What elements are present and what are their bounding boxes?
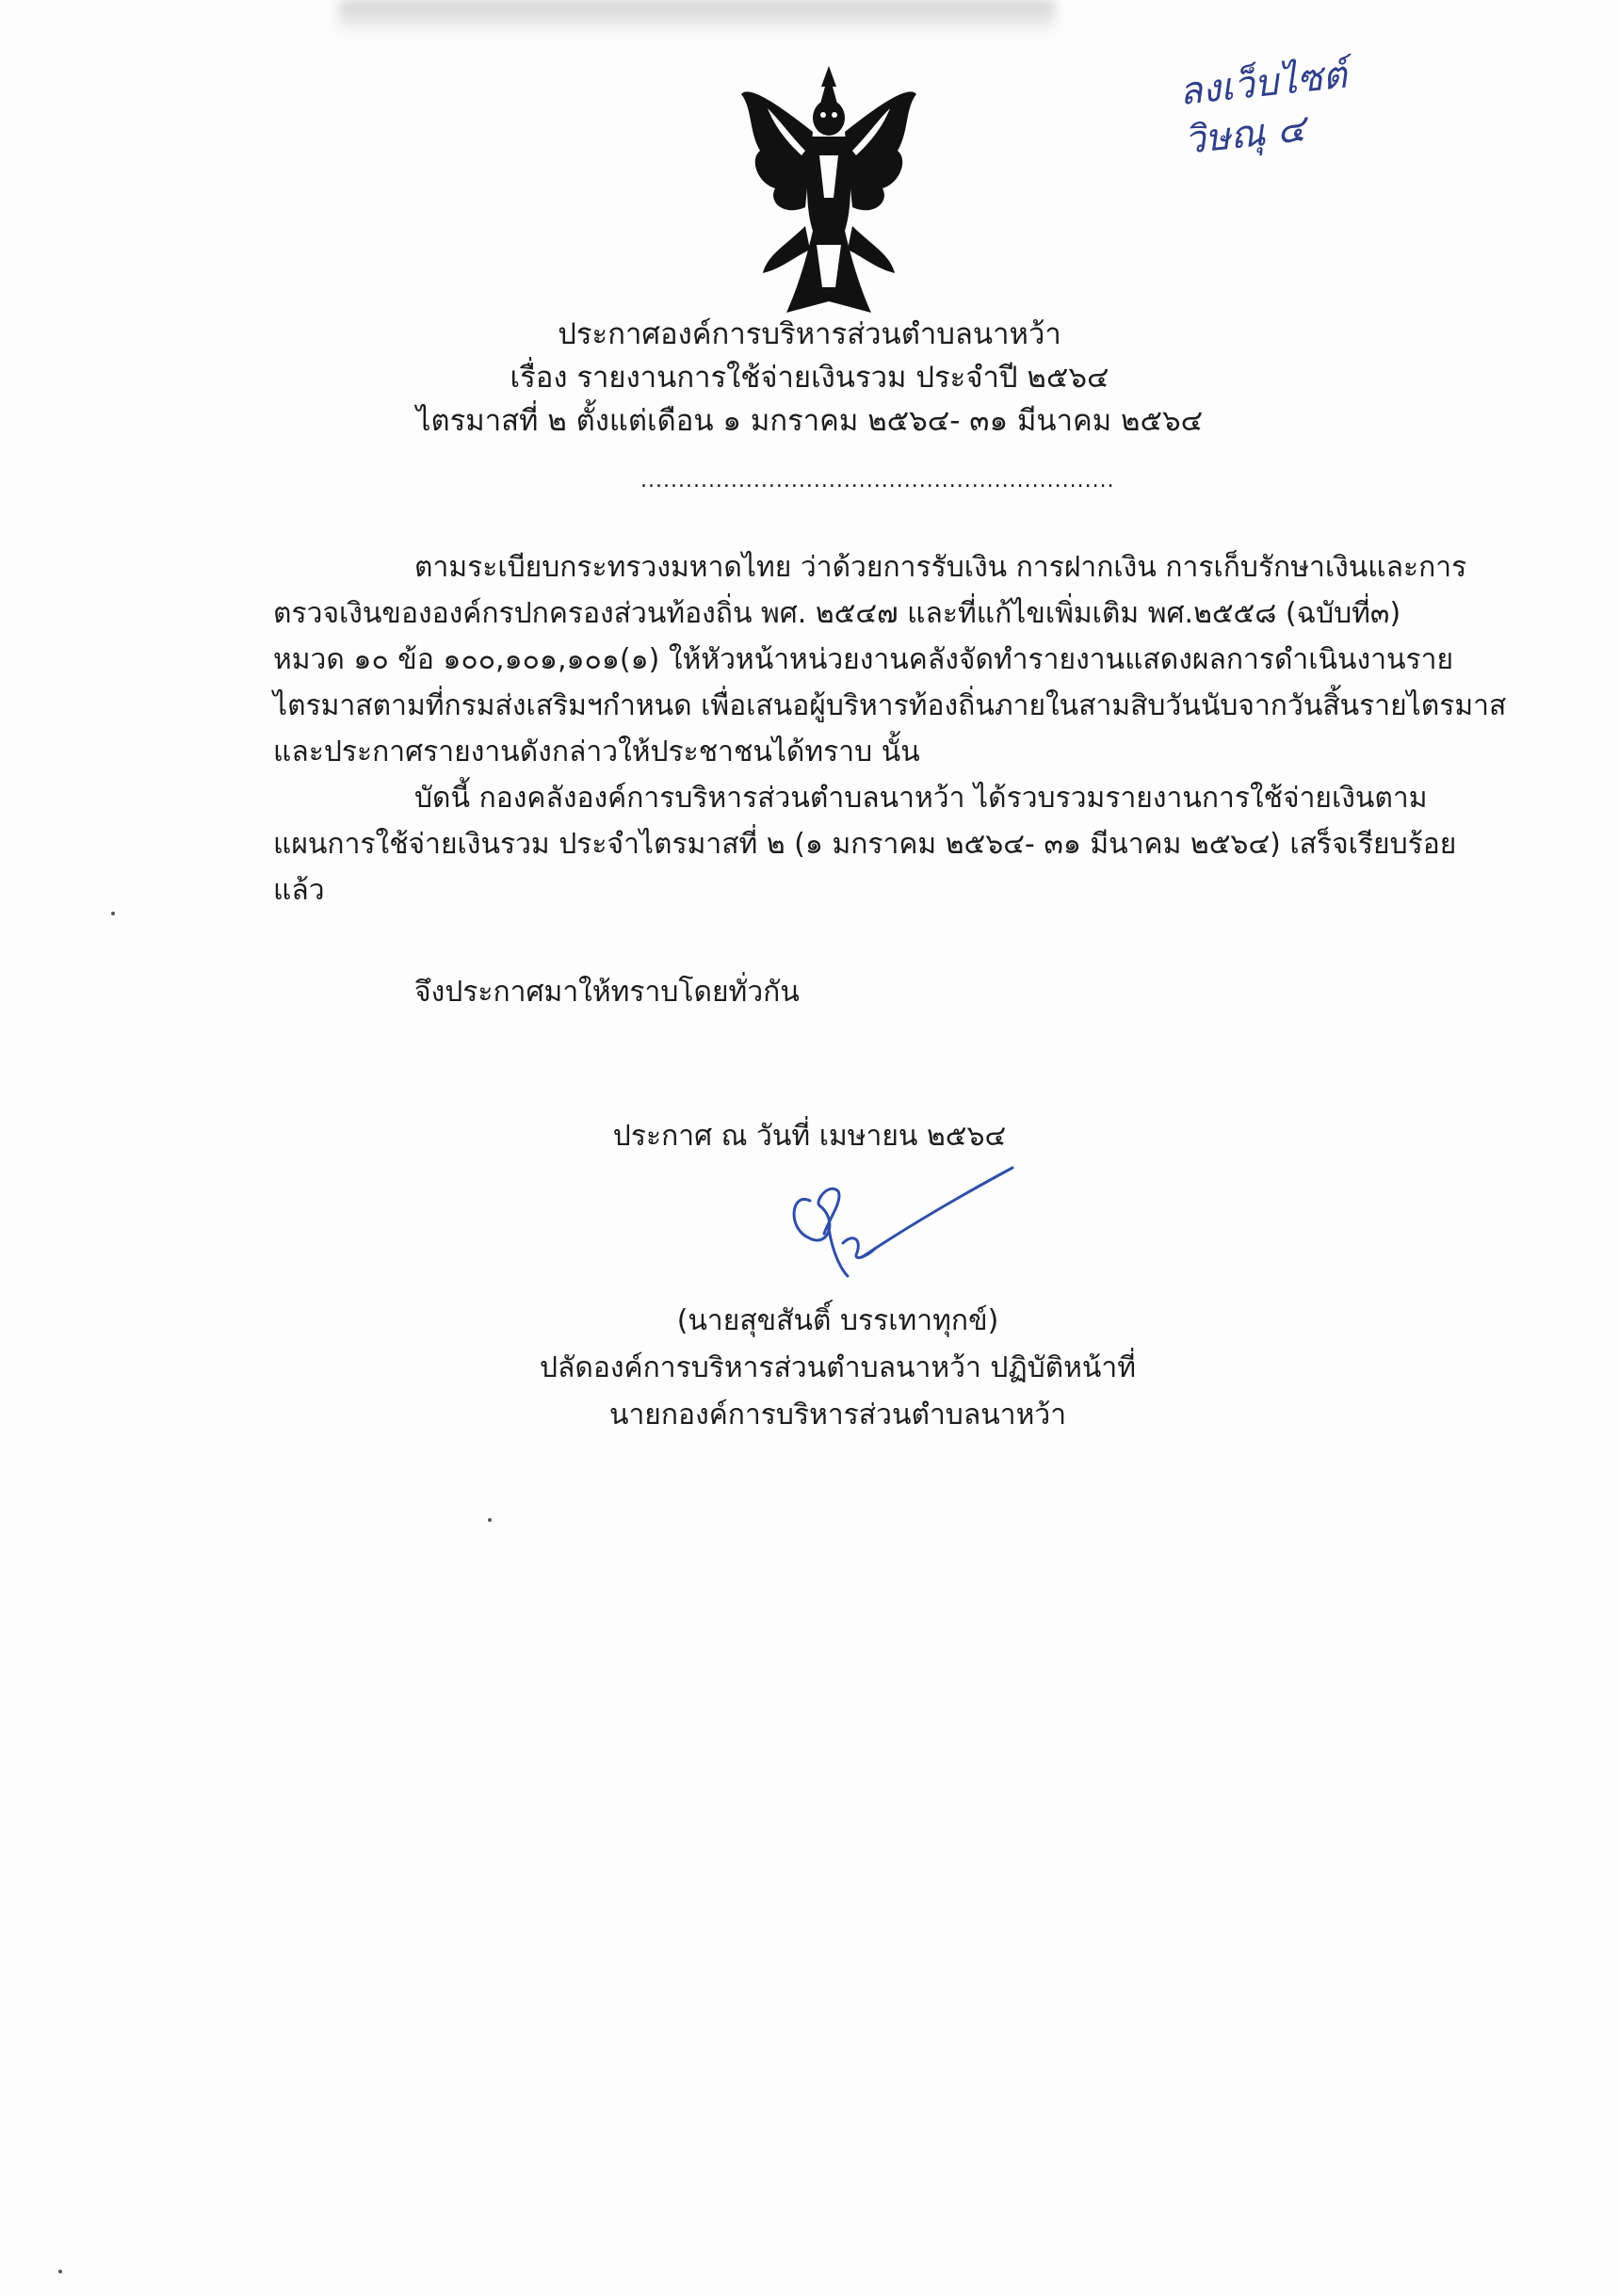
garuda-emblem-icon	[739, 66, 918, 320]
signatory-position: ปลัดองค์การบริหารส่วนตำบลนาหว้า ปฏิบัติหน้าที่	[539, 1351, 1137, 1384]
scan-speck	[58, 2270, 62, 2273]
para1-line: ตรวจเงินขององค์กรปกครองส่วนท้องถิ่น พศ. ๒๕๔๗ และที่แก้ไขเพิ่มเติม พศ.๒๕๕๘ (ฉบับที่๓)	[273, 597, 1401, 630]
signatory-acting-position: นายกองค์การบริหารส่วนตำบลนาหว้า	[608, 1399, 1067, 1431]
scan-speck	[488, 1518, 492, 1522]
para1-line: ตามระเบียบกระทรวงมหาดไทย ว่าด้วยการรับเงิน การฝากเงิน การเก็บรักษาเงินและการ	[414, 551, 1467, 584]
header-org-line: ประกาศองค์การบริหารส่วนตำบลนาหว้า	[558, 317, 1061, 351]
document-body	[273, 544, 1507, 914]
signature-icon	[772, 1163, 1017, 1285]
para2-line: บัดนี้ กองคลังองค์การบริหารส่วนตำบลนาหว้า ได้รวบรวมรายงานการใช้จ่ายเงินตาม	[414, 782, 1428, 815]
header-subject-line: เรื่อง รายงานการใช้จ่ายเงินรวม ประจำปี ๒๕๖๔	[510, 361, 1109, 395]
para2-line: แล้ว	[273, 874, 325, 907]
handnote-line2: วิษณุ ๔	[1182, 106, 1308, 163]
scan-smudge	[339, 0, 1055, 36]
scan-speck	[111, 912, 115, 915]
closing-statement: จึงประกาศมาให้ทราบโดยทั่วกัน	[414, 976, 800, 1009]
paragraph-1	[273, 544, 1507, 775]
signatory-block	[0, 1298, 1619, 1439]
handwritten-note	[1176, 45, 1403, 180]
handnote-line1: ลงเว็บไซต์	[1176, 53, 1350, 115]
para1-line: ไตรมาสตามที่กรมส่งเสริมฯกำหนด เพื่อเสนอผู้บริหารท้องถิ่นภายในสามสิบวันนับจากวันสิ้นรายไตรมาส	[273, 689, 1507, 722]
paragraph-2	[273, 775, 1457, 914]
document-header	[0, 313, 1619, 443]
para1-line: หมวด ๑๐ ข้อ ๑๐๐,๑๐๑,๑๐๑(๑) ให้หัวหน้าหน่วยงานคลังจัดทำรายงานแสดงผลการดำเนินงานราย	[273, 643, 1454, 676]
header-period-line: ไตรมาสที่ ๒ ตั้งแต่เดือน ๑ มกราคม ๒๕๖๔- ๓๑ มีนาคม ๒๕๖๔	[415, 404, 1204, 438]
signatory-name: (นายสุขสันติ์ บรรเทาทุกข์)	[676, 1304, 999, 1337]
para2-line: แผนการใช้จ่ายเงินรวม ประจำไตรมาสที่ ๒ (๑ มกราคม ๒๕๖๔- ๓๑ มีนาคม ๒๕๖๔) เสร็จเรียบร้อย	[273, 828, 1457, 861]
para1-line: และประกาศรายงานดังกล่าวให้ประชาชนได้ทราบ นั้น	[273, 736, 920, 768]
header-separator: ...............................................................	[640, 469, 1115, 493]
announcement-date: ประกาศ ณ วันที่ เมษายน ๒๕๖๔	[612, 1120, 1007, 1153]
